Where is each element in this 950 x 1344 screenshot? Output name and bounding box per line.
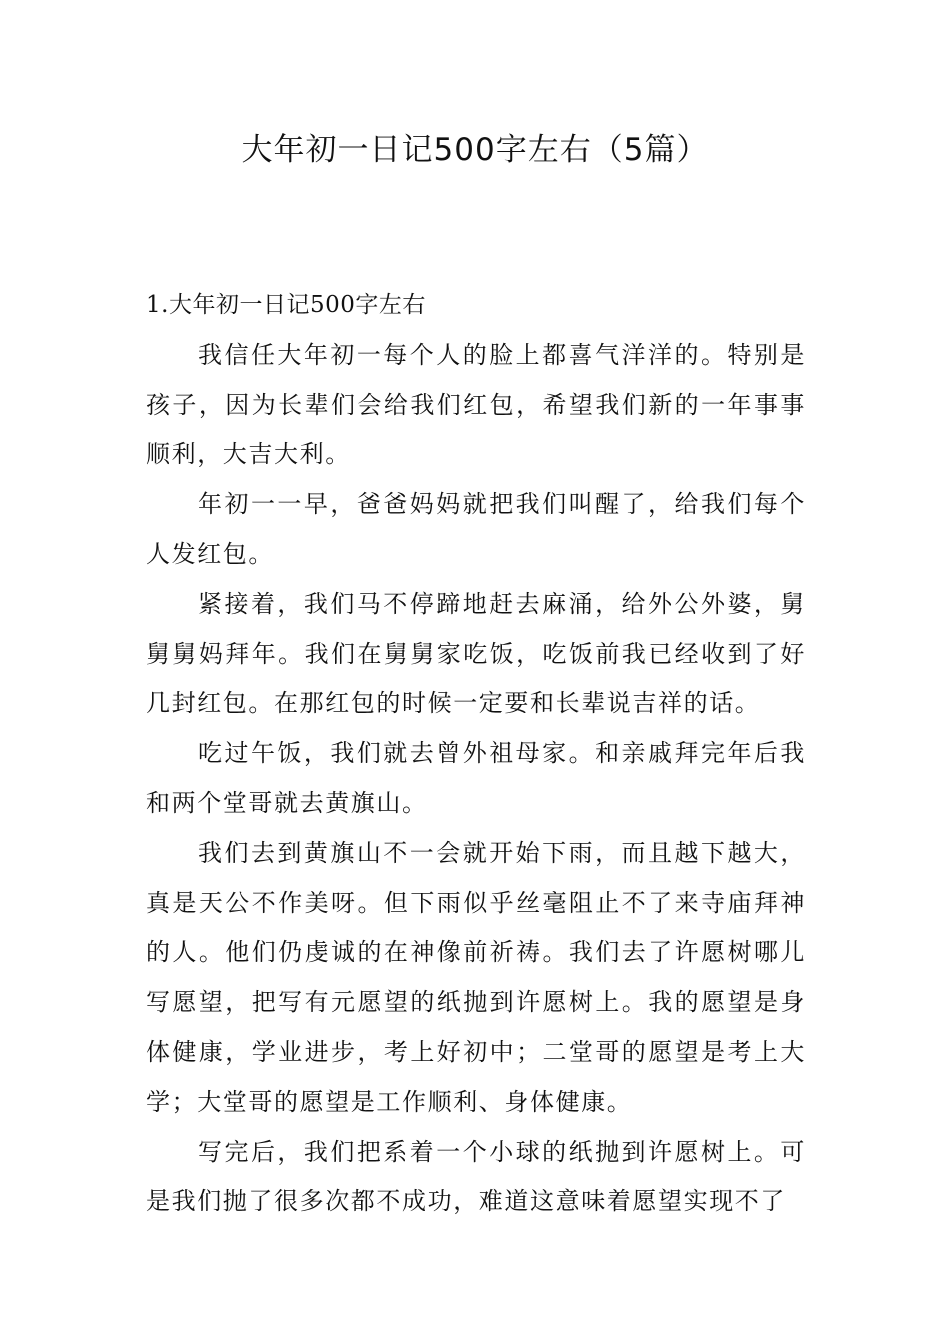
section-heading: 1.大年初一日记500字左右 (146, 292, 426, 318)
paragraph-4: 吃过午饭，我们就去曾外祖母家。和亲戚拜完年后我和两个堂哥就去黄旗山。 (146, 739, 806, 817)
paragraph-5: 我们去到黄旗山不一会就开始下雨，而且越下越大，真是天公不作美呀。但下雨似乎丝毫阻止不了来寺庙拜神的人。他们仍虔诚的在神像前祈祷。我们去了许愿树哪儿写愿望，把写有元愿望的纸抛到许愿树上。我的愿望是身体健康，学业进步，考上好初中；二堂哥的愿望是考上大学；大堂哥的愿望是工作顺利、身体健康。 (146, 838, 806, 1116)
paragraph-6: 写完后，我们把系着一个小球的纸抛到许愿树上。可是我们抛了很多次都不成功，难道这意味着愿望实现不了 (146, 1137, 806, 1216)
paragraph-2: 年初一一早，爸爸妈妈就把我们叫醒了，给我们每个人发红包。 (146, 490, 806, 568)
paragraph-1: 我信任大年初一每个人的脸上都喜气洋洋的。特别是孩子，因为长辈们会给我们红包，希望我们新的一年事事顺利，大吉大利。 (146, 340, 806, 469)
document-title: 大年初一日记500字左右（5篇） (241, 132, 709, 168)
paragraph-3: 紧接着，我们马不停蹄地赶去麻涌，给外公外婆，舅舅舅妈拜年。我们在舅舅家吃饭，吃饭前我已经收到了好几封红包。在那红包的时候一定要和长辈说吉祥的话。 (146, 589, 806, 718)
document-body (146, 281, 806, 1227)
